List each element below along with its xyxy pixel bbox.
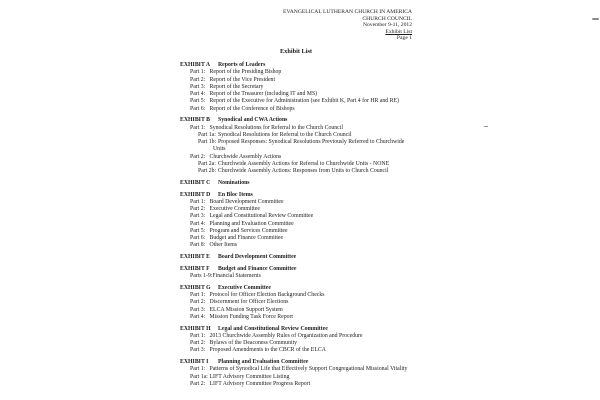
- exhibit-label: EXHIBIT C: [180, 179, 211, 186]
- part-text: ELCA Mission Support System: [209, 306, 283, 313]
- exhibit-item: [180, 125, 430, 132]
- header-council-line: CHURCH COUNCIL: [362, 15, 412, 22]
- part-label: Part 2:: [190, 340, 206, 346]
- exhibit-section: [180, 117, 430, 175]
- exhibit-item: [180, 228, 430, 235]
- part-text: Legal and Constitutional Review Committee: [209, 213, 314, 220]
- part-label: Part 3:: [190, 347, 206, 354]
- part-label: Part 1:: [190, 69, 206, 76]
- part-label: Part 3:: [190, 83, 206, 90]
- part-text: Protocol for Officer Election Background Checks: [209, 292, 325, 298]
- part-label: Part 2:: [190, 76, 206, 83]
- exhibit-item: [180, 206, 430, 213]
- page-header: [283, 9, 412, 42]
- exhibit-heading: [180, 117, 430, 124]
- part-text: Patterns of Synodical Life that Effectively Support Congregational Missional Vitality: [209, 366, 408, 373]
- exhibit-heading: [180, 285, 430, 292]
- part-text: Proposed Amendments to the CBCR of the ELCA: [209, 347, 326, 354]
- header-date-line: November 9-11, 2012: [362, 22, 412, 29]
- part-label: Part 5:: [190, 227, 206, 234]
- exhibit-title: Executive Committee: [218, 284, 271, 291]
- part-label: Part 2a:: [198, 160, 216, 167]
- exhibit-section: [180, 359, 430, 388]
- exhibit-list: [180, 62, 430, 393]
- header-page-number: Page 1: [396, 35, 412, 42]
- exhibit-section: [180, 266, 430, 281]
- part-label: Part 1a:: [198, 131, 216, 138]
- part-text: Report of the Presiding Bishop: [209, 69, 282, 76]
- part-text: Board Development Committee: [209, 198, 284, 205]
- exhibit-item: [180, 213, 430, 220]
- exhibit-item: [180, 307, 430, 314]
- exhibit-label: EXHIBIT F: [180, 265, 210, 272]
- part-text: Churchwide Assembly Actions: [209, 153, 282, 160]
- part-label: Part 1a:: [190, 373, 208, 380]
- part-text: Report of the Vice President: [209, 76, 276, 83]
- part-label: Part 2:: [190, 153, 206, 160]
- exhibit-item: [180, 299, 430, 306]
- exhibit-item: [180, 69, 430, 76]
- exhibit-item: [180, 77, 430, 84]
- part-label: Part 8:: [190, 242, 206, 249]
- exhibit-heading: [180, 326, 430, 333]
- exhibit-item: [180, 146, 430, 153]
- exhibit-heading: [180, 180, 430, 187]
- exhibit-item: [180, 106, 430, 113]
- part-text: Report of the Treasurer (including IT and MS): [209, 91, 318, 97]
- part-label: Part 4:: [190, 91, 206, 97]
- exhibit-section: [180, 180, 430, 187]
- part-text: Report of the Conference of Bishops: [209, 105, 295, 112]
- exhibit-label: EXHIBIT G: [180, 284, 211, 291]
- exhibit-item: [180, 98, 430, 105]
- part-label: Part 2:: [190, 299, 206, 306]
- header-doc-line: Exhibit List: [385, 28, 412, 35]
- exhibit-title: Nominations: [218, 179, 250, 186]
- exhibit-item: [180, 132, 430, 139]
- exhibit-item: [180, 347, 430, 354]
- exhibit-item: [180, 235, 430, 242]
- page-title: Exhibit List: [279, 48, 313, 55]
- part-text: Churchwide Assembly Actions for Referral to Churchwide Units - NONE: [218, 160, 390, 167]
- part-label: Part 1:: [190, 366, 206, 373]
- part-text: Bylaws of the Deaconess Community: [209, 340, 298, 346]
- part-text: Financial Statements: [212, 273, 261, 279]
- exhibit-heading: [180, 266, 430, 273]
- exhibit-section: [180, 326, 430, 355]
- part-label: Part 3:: [190, 213, 206, 220]
- part-text: LIFT Advisory Committee Progress Report: [209, 380, 311, 387]
- exhibit-item: [180, 366, 430, 373]
- part-label: Part 1:: [190, 332, 206, 339]
- exhibit-section: [180, 254, 430, 261]
- part-label: Part 1:: [190, 124, 206, 131]
- part-text: Discernment for Officer Elections: [209, 299, 289, 306]
- exhibit-item: [180, 374, 430, 381]
- part-text: Other Items: [209, 242, 238, 249]
- exhibit-label: EXHIBIT A: [180, 62, 211, 68]
- part-label: Part 2:: [190, 206, 206, 212]
- exhibit-title: Planning and Evaluation Committee: [218, 359, 309, 365]
- exhibit-label: EXHIBIT B: [180, 117, 211, 124]
- exhibit-item: [180, 242, 430, 249]
- part-label: Part 1:: [190, 292, 206, 298]
- exhibit-heading: [180, 254, 430, 261]
- exhibit-title: Synodical and CWA Actions: [218, 117, 288, 124]
- part-text: LIFT Advisory Committee Listing: [209, 373, 290, 380]
- part-label: Part 6:: [190, 105, 206, 112]
- part-text: Report of the Secretary: [209, 83, 264, 90]
- part-text: 2013 Churchwide Assembly Rules of Organization and Procedure: [209, 332, 363, 339]
- exhibit-item: [180, 314, 430, 321]
- exhibit-title: En Bloc Items: [218, 191, 253, 198]
- part-text: Program and Services Committee: [209, 227, 288, 234]
- header-org-line: EVANGELICAL LUTHERAN CHURCH IN AMERICA: [283, 9, 412, 15]
- exhibit-item: [180, 161, 430, 168]
- scan-artifact: [592, 18, 599, 20]
- exhibit-item: [180, 84, 430, 91]
- part-label: Part 1b:: [198, 139, 217, 145]
- exhibit-title: Budget and Finance Committee: [218, 265, 297, 272]
- part-label: Part 6:: [190, 235, 206, 241]
- part-label: Part 5:: [190, 98, 206, 105]
- part-label: Part 1:: [190, 198, 206, 205]
- part-text: Units: [213, 146, 226, 153]
- part-label: Parts 1-9:: [190, 273, 213, 279]
- exhibit-section: [180, 192, 430, 250]
- part-label: Part 3:: [190, 306, 206, 313]
- part-text: Report of the Executive for Administration (see Exhibit K, Part 4 for HR and RE): [209, 98, 399, 105]
- exhibit-item: [180, 199, 430, 206]
- part-text: Proposed Responses: Synodical Resolutions Previously Referred to Churchwide: [218, 139, 405, 145]
- part-text: Synodical Resolutions for Referral to the Church Council: [218, 131, 352, 138]
- exhibit-label: EXHIBIT D: [180, 191, 211, 198]
- exhibit-item: [180, 381, 430, 388]
- part-label: Part 2:: [190, 380, 206, 387]
- exhibit-section: [180, 285, 430, 321]
- exhibit-item: [180, 139, 430, 146]
- exhibit-item: [180, 168, 430, 175]
- part-label: Part 4:: [190, 313, 206, 320]
- exhibit-title: Legal and Constitutional Review Committee: [218, 325, 328, 332]
- part-label: Part 4:: [190, 220, 206, 227]
- exhibit-item: [180, 221, 430, 228]
- exhibit-label: EXHIBIT I: [180, 359, 209, 365]
- part-text: Churchwide Assembly Actions: Responses from Units to Church Council: [218, 168, 389, 174]
- exhibit-label: EXHIBIT E: [180, 254, 211, 260]
- exhibit-title: Board Development Committee: [218, 254, 297, 260]
- exhibit-item: [180, 273, 430, 280]
- exhibit-item: [180, 154, 430, 161]
- part-text: Planning and Evaluation Committee: [209, 220, 294, 227]
- scan-artifact: [484, 126, 488, 127]
- part-text: Mission Funding Task Force Report: [209, 313, 294, 320]
- exhibit-heading: [180, 192, 430, 199]
- part-text: Executive Committee: [209, 206, 260, 212]
- exhibit-label: EXHIBIT H: [180, 325, 211, 332]
- exhibit-item: [180, 333, 430, 340]
- part-text: Budget and Finance Committee: [209, 235, 284, 241]
- exhibit-section: [180, 62, 430, 113]
- part-text: Synodical Resolutions for Referral to the Church Council: [209, 124, 343, 131]
- exhibit-title: Reports of Leaders: [218, 62, 266, 68]
- part-label: Part 2b:: [198, 168, 217, 174]
